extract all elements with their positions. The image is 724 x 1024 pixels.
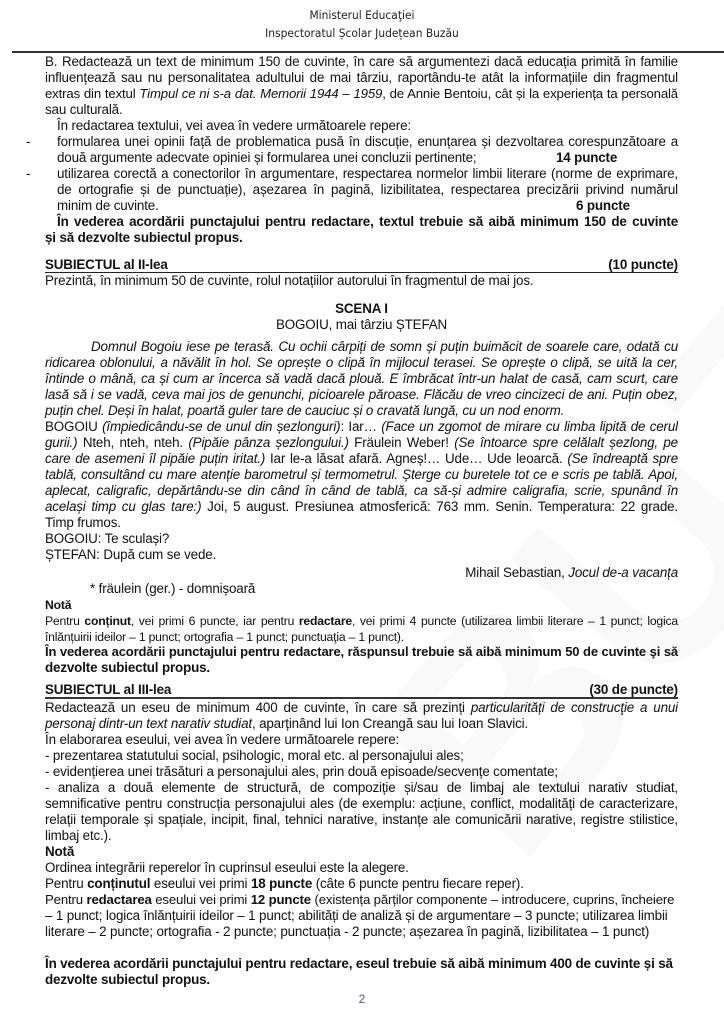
direction: același timp cu glas tare:) [45, 499, 202, 514]
source-citation [45, 565, 678, 581]
header-rule [12, 51, 724, 53]
text: eseului vei primi [151, 892, 251, 907]
dialogue-line [45, 419, 678, 435]
dialogue-line: Timp frumos. [45, 515, 121, 530]
text: (existența părților componente – introducere, cuprins, încheiere [310, 892, 675, 907]
bold-requirement: dezvolte subiectul propus. [45, 972, 210, 987]
partB-line [45, 86, 678, 102]
reper-item: - prezentarea statutului social, psihologic, moral etc. al personajului ales; [45, 748, 464, 763]
dialogue-line: tablă, consultând cu mare atenție barometrul și termometrul. Șterge cu buretele tot ce e scris pe tablă. Apoi, [45, 467, 678, 482]
reper-item: semnificative pentru construcția personajului ales (de exemplu: acțiune, conflict, modalități de caracterizare, [45, 796, 678, 811]
dialogue-line [45, 451, 678, 467]
scene-characters: BOGOIU, mai târziu ȘTEFAN [275, 317, 448, 332]
text: personaj dintr-un text narativ studiat [45, 716, 252, 731]
text: redactarea [86, 892, 152, 907]
speech: Fräulein Weber! [348, 435, 455, 450]
dialogue-line [45, 499, 678, 515]
partB-line: În redactarea textului, vei avea în vedere următoarele repere: [57, 118, 411, 133]
text: , aparținând lui Ion Creangă sau lui Ioan Slavici. [251, 716, 529, 731]
speech: Nteh, nteh, nteh. [77, 435, 189, 450]
text: (câte 6 puncte pentru fiecare reper). [312, 876, 524, 891]
task-text: Prezintă, în minimum 50 de cuvinte, rolul notațiilor autorului în fragmentul de mai jos. [45, 273, 534, 288]
essay-task [45, 716, 678, 732]
text: , vei primi 4 puncte (utilizarea limbii literare – 1 punct; logica [351, 614, 678, 628]
essay-task [45, 700, 678, 716]
partB-line: sau culturală. [45, 102, 123, 117]
section-header-s3 [45, 682, 678, 699]
bold-requirement: În vederea acordării punctajului pentru redactare, răspunsul trebuie să aibă minimum 50 de cuvinte şi să [45, 644, 678, 659]
dialogue-line: aplecat, caligrafic, depărtându-se din când în când de tablă, ca să-și admire caligrafia, scrie, spunând în [45, 483, 678, 498]
page-number: 2 [358, 992, 366, 1006]
bold-requirement: În vederea acordării punctajului pentru redactare, eseul trebuie să aibă minimum 400 de cuvinte și să [45, 956, 673, 971]
section-header-s2 [45, 257, 678, 273]
scene-title: SCENA I [335, 301, 388, 316]
reper-item: relații temporale și spațiale, incipit, final, tehnici narative, instanțe ale comunicării narative, registre stilistice, [45, 812, 678, 827]
header-ministry: Ministerul Educaţiei [309, 8, 415, 22]
direction: (Se îndreaptă spre [567, 451, 679, 466]
stage-direction: întinde o mână, ca și cum ar încerca să vadă dacă plouă. E îmbrăcat într-un halat de casă, cam scurt, care [45, 371, 678, 386]
note-line [45, 892, 678, 908]
reper-item: limbaj etc.). [45, 828, 112, 843]
speech: Joi, 5 august. Presiunea atmosferică: 763 mm. Senin. Temperatura: 22 grade. [201, 499, 678, 514]
book-title: Timpul ce ni s-a dat. Memorii 1944 – 1959 [139, 86, 383, 101]
author: Mihail Sebastian, [465, 565, 569, 580]
bullet-line: minim de cuvinte. [57, 198, 159, 213]
points-6: 6 puncte [576, 198, 630, 213]
bold-requirement: și să dezvolte subiectul propus. [45, 230, 243, 245]
speech: : Iar… [340, 419, 382, 434]
text: particularități de construcţie a unui [470, 700, 678, 715]
reper-item: - analiza a două elemente de structură, de compoziție și/sau de limbaj ale textului narativ studiat, [45, 780, 678, 795]
note-line: literare – 2 puncte; ortografia - 2 puncte; punctuația - 2 puncte; așezarea în pagină, lizibilitatea – 1 punct) [45, 924, 650, 939]
direction: care de asemeni îl pipăie puțin iritat.) [45, 451, 266, 466]
text: conținutul [87, 876, 151, 891]
text: , de Annie Bentoiu, cât și la experiența ta personală [382, 86, 678, 101]
work-title: Jocul de-a vacanța [568, 565, 678, 580]
text: Pentru [45, 614, 85, 628]
section-points: (10 puncte) [608, 257, 678, 272]
section-title: SUBIECTUL al II-lea [45, 257, 168, 272]
dialogue-line: BOGOIU: Te sculași? [45, 531, 170, 546]
bold-requirement: dezvolte subiectul propus. [45, 660, 210, 675]
stage-direction: lasă să i se vadă, ceva mai jos de genunchi, picioarele păroase. Flăcău de vreo cincizeci de ani. Puțin obez, [45, 387, 678, 402]
direction: (împiedicându-se de unul din șezlonguri) [102, 419, 341, 434]
text: 12 puncte [250, 892, 311, 907]
dialogue-line: ȘTEFAN: După cum se vede. [45, 547, 217, 562]
section-points: (30 de puncte) [589, 682, 678, 697]
note-heading: Notă [45, 844, 75, 859]
direction: gurii.) [45, 435, 78, 450]
text: , vei primi 6 puncte, iar pentru [130, 614, 299, 628]
section-title: SUBIECTUL al III-lea [45, 682, 172, 697]
partB-line: influențează sau nu personalitatea adultului de mai târziu, raportându-te atât la informațiile din fragmentul [45, 70, 678, 85]
direction: (Pipăie pânza șezlongului.) [188, 435, 349, 450]
reper-item: - evidențierea unei trăsături a personajului ales, prin două episoade/secvențe comentate; [45, 764, 558, 779]
bullet-line: formularea unei opinii față de problematica pusă în discuție, enunțarea și dezvoltarea corespunzătoare a [57, 134, 678, 149]
points-14: 14 puncte [556, 150, 618, 165]
note-line [45, 876, 678, 892]
bold-requirement: În vederea acordării punctajului pentru redactare, textul trebuie să aibă minimum 150 de cuvinte [57, 214, 678, 229]
text: redactare [298, 614, 352, 628]
note-line: Ordinea integrării reperelor în cuprinsul eseului este la alegere. [45, 860, 409, 875]
direction: (Face un zgomot de mirare cu limba lipită de cerul [381, 419, 678, 434]
stage-direction: ridicarea oblonului, a năvălit în hol. Se oprește o clipă în mijlocul terasei. Se oprește o clipă, se uită la cer, [45, 355, 678, 370]
stage-direction: Domnul Bogoiu iese pe terasă. Cu ochii cârpiți de somn și puțin buimăcit de soarele care, odată cu [91, 339, 678, 354]
bullet-line: de ortografie și de punctuație), așezarea în pagină, lizibilitatea, respectarea precizării privind numărul [57, 182, 678, 197]
direction: (Se întoarce spre celălalt șezlong, pe [454, 435, 678, 450]
dialogue-line [45, 435, 678, 451]
text: Pentru [45, 892, 87, 907]
note-line [45, 613, 678, 629]
speech: Iar le-a lăsat afară. Agneș!… Ude… Ude leoarcă. [265, 451, 568, 466]
partB-line: B. Redactează un text de minimum 150 de cuvinte, în care să argumentezi dacă educația primită în familie [45, 54, 678, 69]
text: Pentru [45, 876, 88, 891]
header-inspectorate: Inspectoratul Școlar Județean Buzău [265, 26, 459, 40]
stage-direction: puțin chel. Deși în halat, poartă guler tare de cauciuc și o cravată lungă, cu un nod enorm. [45, 403, 565, 418]
text: conținut [84, 614, 131, 628]
essay-task: În elaborarea eseului, vei avea în vedere următoarele repere: [45, 732, 400, 747]
bullet-mark: - [26, 166, 31, 181]
text: Redactează un eseu de minimum 400 de cuvinte, în care să prezinți [45, 700, 471, 715]
text: eseului vei primi [150, 876, 251, 891]
bullet-line: două argumente adecvate opiniei și formularea unei concluzii pertinente; [57, 150, 477, 165]
bullet-line: utilizarea corectă a conectorilor în argumentare, respectarea normelor limbii literare (norme de exprimare, [57, 166, 678, 181]
note-line: – 1 punct; logica înlănțuirii ideilor – 1 punct; abilități de analiză și de argumentare – 3 puncte; utilizarea limbii [45, 908, 668, 923]
bullet-mark: - [26, 134, 31, 149]
note-line: înlănțuirii ideilor – 1 punct; ortografia – 1 punct; punctuaţia – 1 punct). [45, 630, 404, 644]
note-heading: Notă [45, 598, 72, 612]
text: 18 puncte [250, 876, 313, 891]
speaker: BOGOIU [45, 419, 103, 434]
text: extras din textul [45, 86, 140, 101]
footnote: * fräulein (ger.) - domnișoară [90, 581, 256, 596]
